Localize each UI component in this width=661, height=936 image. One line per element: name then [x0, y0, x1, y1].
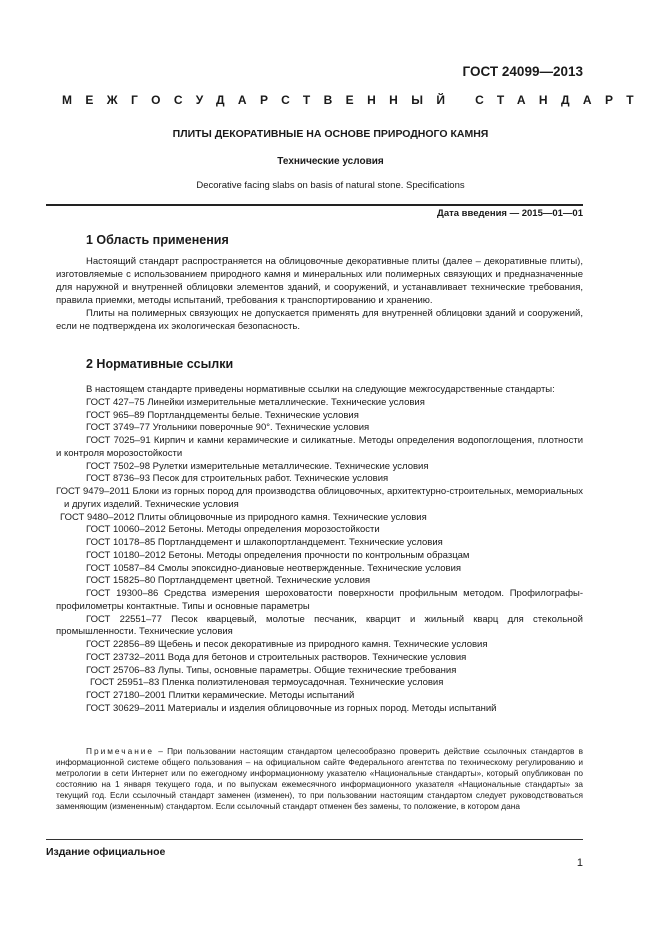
- edition-label: Издание официальное: [46, 846, 166, 858]
- standard-type: МЕЖГОСУДАРСТВЕННЫЙ СТАНДАРТ: [62, 93, 647, 107]
- document-number: ГОСТ 24099—2013: [462, 64, 583, 79]
- section-1-body: [56, 256, 583, 333]
- reference-item: ГОСТ 7025–91 Кирпич и камни керамические и силикатные. Методы определения водопоглощения, плотности и контроля морозостойкости: [56, 435, 583, 459]
- reference-item: ГОСТ 30629–2011 Материалы и изделия облицовочные из горных пород. Методы испытаний: [86, 702, 497, 714]
- reference-item: ГОСТ 9480–2012 Плиты облицовочные из природного камня. Технические условия: [60, 511, 427, 523]
- reference-item: ГОСТ 25706–83 Лупы. Типы, основные параметры. Общие технические требования: [86, 664, 457, 676]
- references-lead: В настоящем стандарте приведены нормативные ссылки на следующие межгосударственные стандарты:: [86, 384, 555, 395]
- paragraph: Настоящий стандарт распространяется на облицовочные декоративные плиты (далее – декоративные плиты), изготовляемые с использованием природного камня и минеральных или полимерных связующих и предназначенные для наружной и внутренней облицовки элементов зданий, и сооружений, и устанавливает технические требования, правила приемки, методы испытаний, требования к транспортированию и хранению.: [56, 256, 583, 306]
- reference-item: ГОСТ 7502–98 Рулетки измерительные металлические. Технические условия: [86, 460, 429, 472]
- note-paragraph: [56, 746, 583, 812]
- reference-item: ГОСТ 10587–84 Смолы эпоксидно-диановые неотвержденные. Технические условия: [86, 562, 462, 574]
- document-subtitle: Технические условия: [277, 156, 384, 167]
- english-title: Decorative facing slabs on basis of natural stone. Specifications: [196, 180, 465, 191]
- reference-item: ГОСТ 965–89 Портландцементы белые. Технические условия: [86, 409, 359, 421]
- reference-item: ГОСТ 19300–86 Средства измерения шероховатости поверхности профильным методом. Профилографы-профилометры контактные. Типы и основные параметры: [56, 588, 583, 612]
- note-block: [56, 746, 583, 812]
- title-divider: [46, 204, 583, 206]
- reference-item: ГОСТ 25951–83 Пленка полиэтиленовая термоусадочная. Технические условия: [90, 677, 444, 689]
- reference-item: ГОСТ 3749–77 Угольники поверочные 90°. Технические условия: [86, 422, 370, 434]
- page-number: 1: [576, 857, 583, 869]
- paragraph: Плиты на полимерных связующих не допускается применять для внутренней облицовки зданий и сооружений, если не подтверждена их экологическая безопасность.: [56, 307, 583, 332]
- section-2-heading: 2 Нормативные ссылки: [86, 357, 234, 371]
- reference-item: ГОСТ 10178–85 Портландцемент и шлакопортландцемент. Технические условия: [86, 537, 443, 548]
- normative-references: [56, 384, 583, 716]
- reference-item: ГОСТ 15825–80 Портландцемент цветной. Технические условия: [86, 575, 371, 587]
- reference-item: ГОСТ 10060–2012 Бетоны. Методы определения морозостойкости: [86, 524, 380, 536]
- reference-item: ГОСТ 8736–93 Песок для строительных работ. Технические условия: [86, 473, 389, 485]
- note-label: Примечание: [86, 746, 155, 756]
- reference-item: ГОСТ 427–75 Линейки измерительные металлические. Технические условия: [86, 396, 425, 408]
- reference-item: ГОСТ 23732–2011 Вода для бетонов и строительных растворов. Технические условия: [86, 651, 467, 663]
- reference-item: ГОСТ 9479–2011 Блоки из горных пород для производства облицовочных, архитектурно-строительных, мемориальных и других изделий. Технические условия: [56, 486, 583, 510]
- section-1-heading: 1 Область применения: [86, 233, 229, 247]
- introduction-date: Дата введения — 2015—01—01: [437, 208, 583, 219]
- reference-item: ГОСТ 10180–2012 Бетоны. Методы определения прочности по контрольным образцам: [86, 549, 470, 561]
- reference-item: ГОСТ 27180–2001 Плитки керамические. Методы испытаний: [86, 690, 355, 701]
- note-text: – При пользовании настоящим стандартом целесообразно проверить действие ссылочных стандартов в информационной системе общего пользования – на официальном сайте Федерального агентства по техническому регулированию и метрологии в сети Интернет или по ежегодному информационному указателю «Национальные стандарты», который опубликован по состоянию на 1 января текущего года, и по выпускам ежемесячного информационного указателя «Национальные стандарты» за текущий год. Если ссылочный стандарт заменен (изменен), то при пользовании настоящим стандартом следует руководствоваться заменяющим (измененным) стандартом. Если ссылочный стандарт отменен без замены, то положение, в котором дана: [56, 746, 583, 811]
- reference-item: ГОСТ 22551–77 Песок кварцевый, молотые песчаник, кварцит и жильный кварц для стекольной промышленности. Технические условия: [56, 613, 583, 638]
- reference-item: ГОСТ 22856–89 Щебень и песок декоративные из природного камня. Технические условия: [86, 639, 488, 650]
- footer-divider: [46, 839, 583, 840]
- document-title: ПЛИТЫ ДЕКОРАТИВНЫЕ НА ОСНОВЕ ПРИРОДНОГО КАМНЯ: [172, 128, 489, 140]
